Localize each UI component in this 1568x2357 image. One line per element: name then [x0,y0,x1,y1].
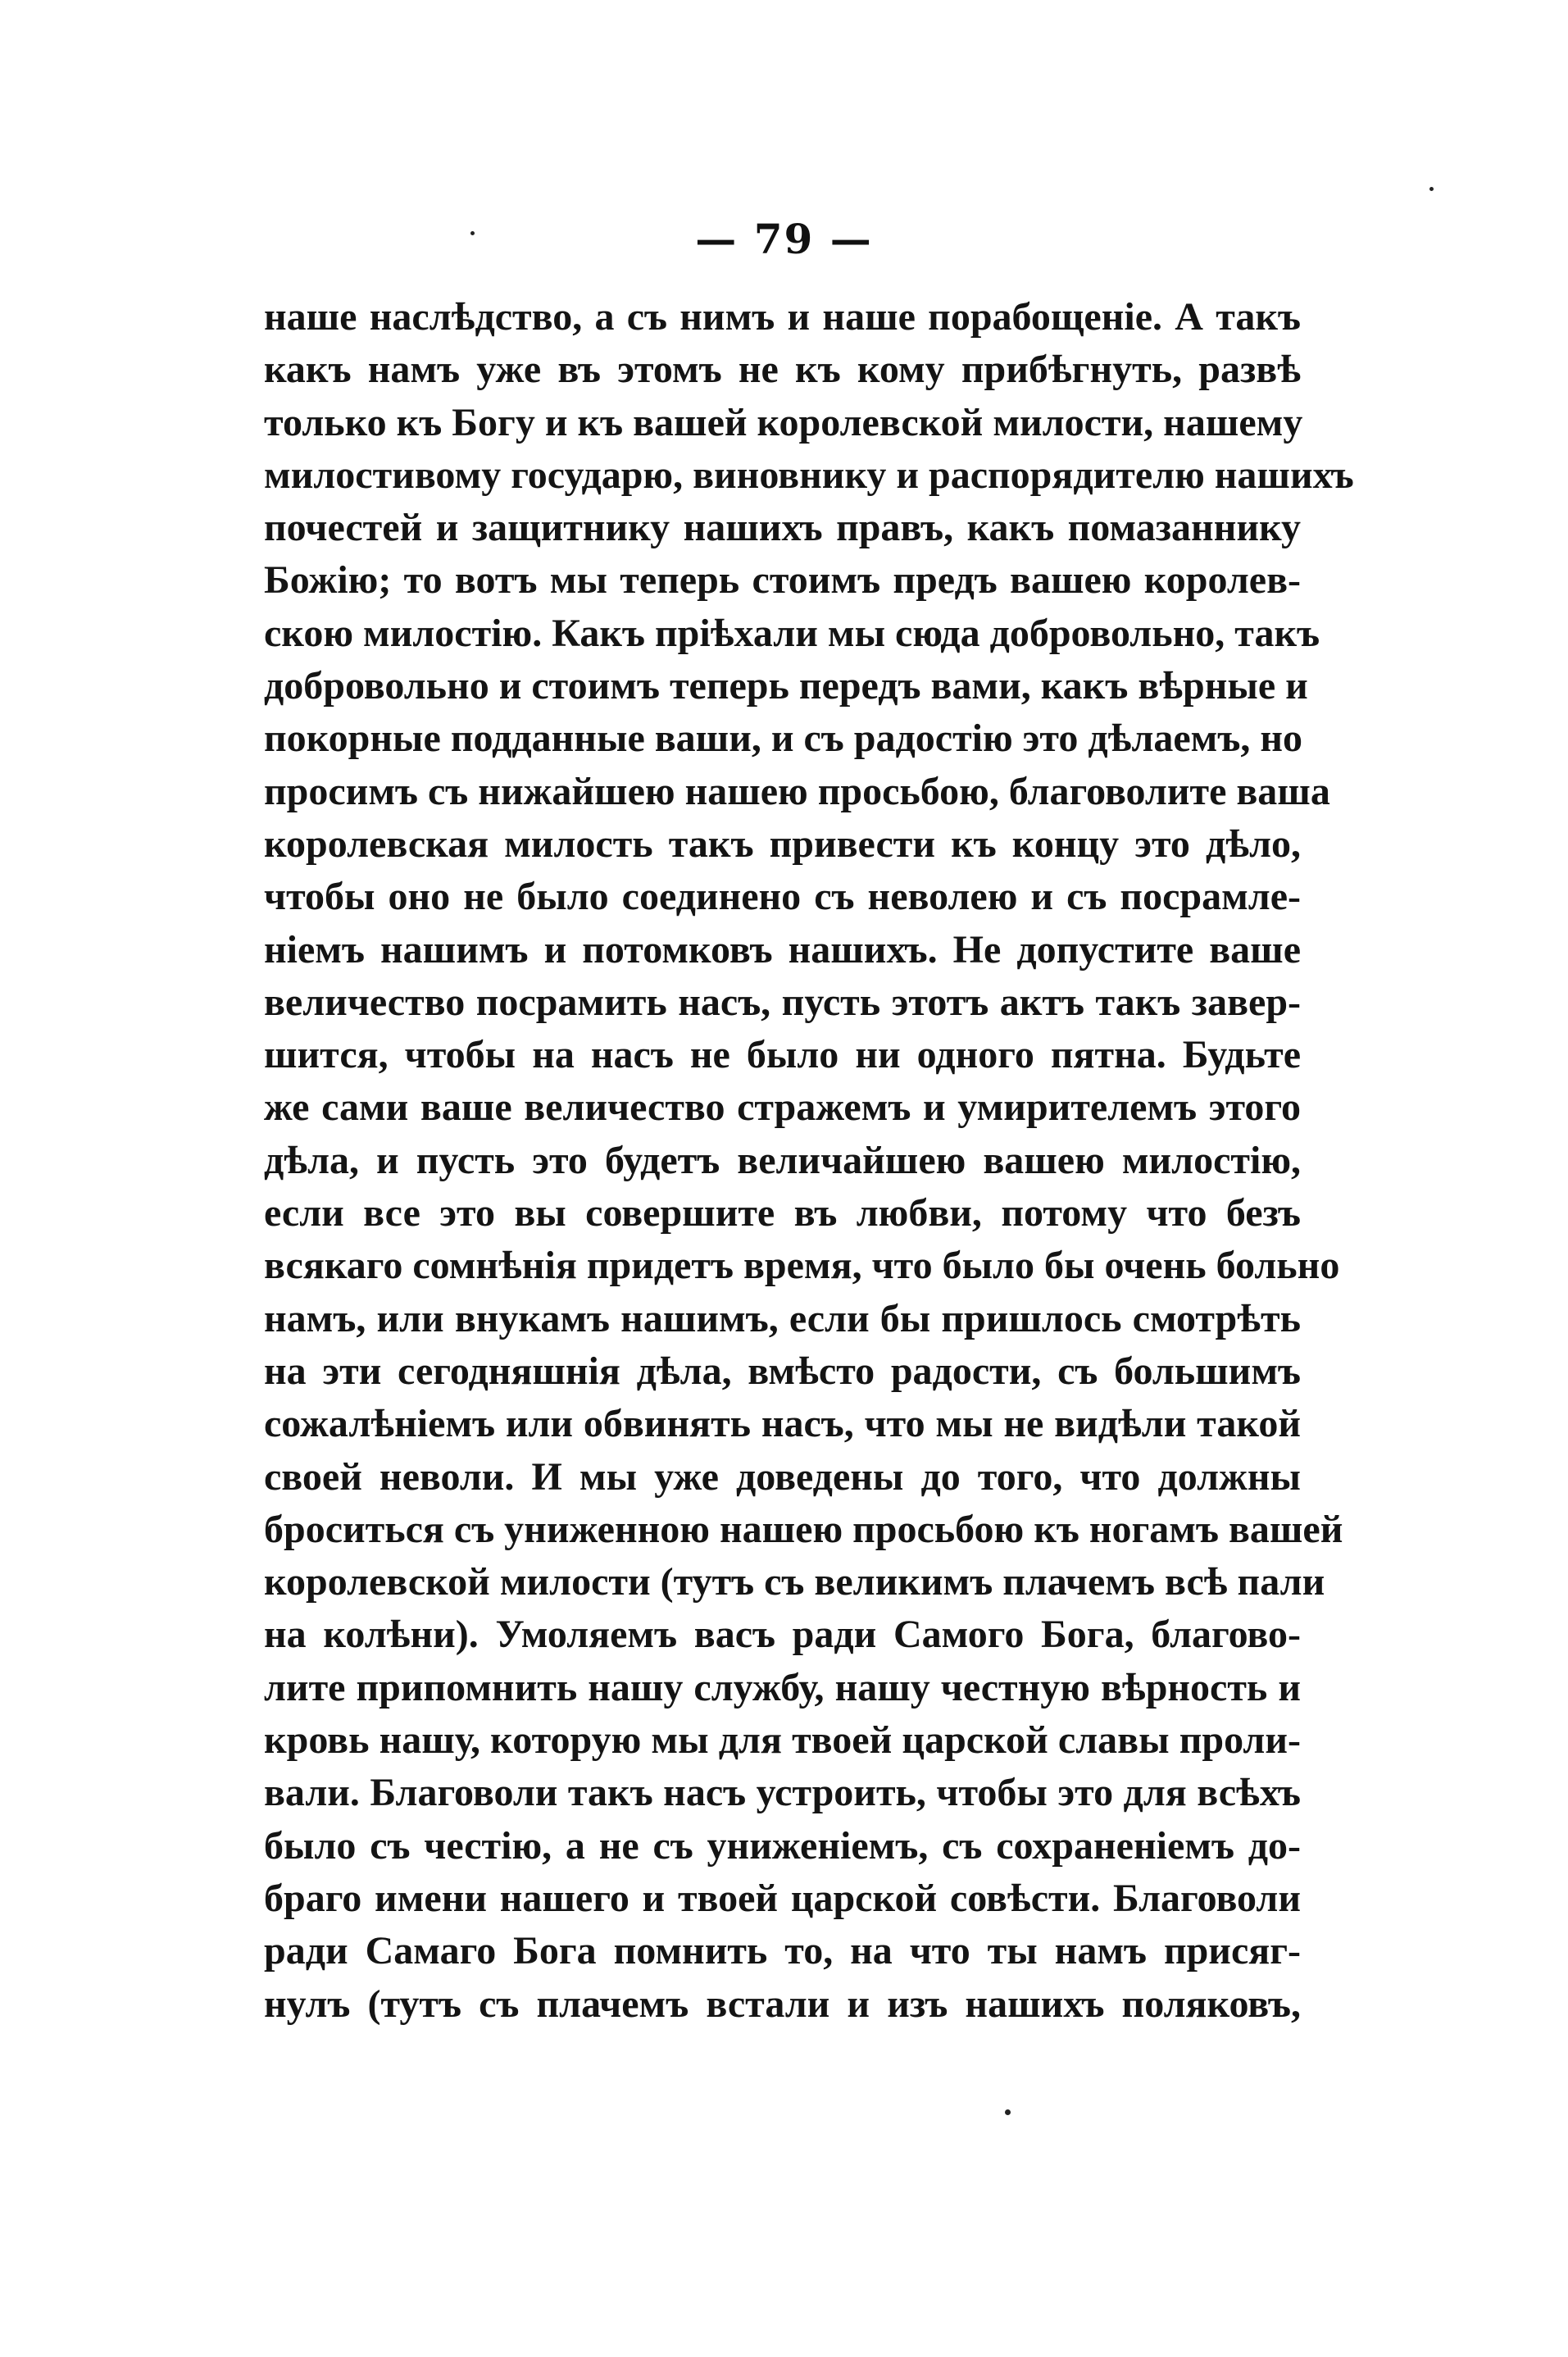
text-line: сожалѣніемъ или обвинять насъ, что мы не видѣли такой [264,1402,1301,1446]
text-line: намъ, или внукамъ нашимъ, если бы пришлось смотрѣть [264,1296,1301,1340]
text-line: броситься съ униженною нашею просьбою къ ногамъ вашей [264,1507,1343,1551]
text-line: своей неволи. И мы уже доведены до того, что должны [264,1454,1301,1499]
ink-speck [1429,187,1434,191]
text-line: лите припомнить нашу службу, нашу честную вѣрность и [264,1665,1301,1709]
text-line: только къ Богу и къ вашей королевской милости, нашему [264,400,1303,444]
text-line: ніемъ нашимъ и потомковъ нашихъ. Не допустите ваше [264,927,1301,971]
text-line: величество посрамить насъ, пусть этотъ актъ такъ завер- [264,980,1301,1024]
text-line: же сами ваше величество стражемъ и умирителемъ этого [264,1085,1301,1130]
text-line: покорные подданные ваши, и съ радостію это дѣлаемъ, но [264,717,1303,761]
text-line: какъ намъ уже въ этомъ не къ кому прибѣгнуть, развѣ [264,348,1301,392]
text-line: Божію; то вотъ мы теперь стоимъ предъ вашею королев- [264,558,1301,603]
text-line: на эти сегодняшнія дѣла, вмѣсто радости, съ большимъ [264,1349,1301,1393]
text-line: браго имени нашего и твоей царской совѣсти. Благоволи [264,1876,1301,1920]
text-line: на колѣни). Умоляемъ васъ ради Самого Бога, благово- [264,1613,1301,1657]
text-line: было съ честію, а не съ униженіемъ, съ сохраненіемъ до- [264,1823,1301,1868]
text-line: просимъ съ нижайшею нашею просьбою, благоволите ваша [264,769,1330,813]
text-line: королевской милости (тутъ съ великимъ плачемъ всѣ пали [264,1560,1325,1604]
text-line: если все это вы совершите въ любви, потому что безъ [264,1191,1301,1235]
body-text [264,291,1354,2031]
ink-speck [470,231,475,235]
text-line: кровь нашу, которую мы для твоей царской славы проли- [264,1718,1301,1763]
text-line: почестей и защитнику нашихъ правъ, какъ помазаннику [264,506,1301,550]
page-number: — 79 — [695,215,873,263]
text-line: скою милостію. Какъ пріѣхали мы сюда добровольно, такъ [264,611,1320,655]
text-line: вали. Благоволи такъ насъ устроить, чтобы это для всѣхъ [264,1771,1301,1815]
text-line: королевская милость такъ привести къ концу это дѣло, [264,821,1301,866]
text-line: шится, чтобы на насъ не было ни одного пятна. Будьте [264,1033,1301,1077]
text-line: добровольно и стоимъ теперь передъ вами, какъ вѣрные и [264,664,1308,708]
text-line: милостивому государю, виновнику и распорядителю нашихъ [264,453,1354,497]
ink-speck [1005,2109,1011,2115]
text-line: наше наслѣдство, а съ нимъ и наше порабощеніе. А такъ [264,295,1301,339]
text-line: дѣла, и пусть это будетъ величайшею вашею милостію, [264,1138,1301,1182]
text-line: всякаго сомнѣнія придетъ время, что было бы очень больно [264,1244,1340,1288]
text-line: чтобы оно не было соединено съ неволею и съ посрамле- [264,875,1301,919]
text-line: нулъ (тутъ съ плачемъ встали и изъ нашихъ поляковъ, [264,1982,1301,2026]
text-line: ради Самаго Бога помнить то, на что ты намъ присяг- [264,1929,1301,1973]
